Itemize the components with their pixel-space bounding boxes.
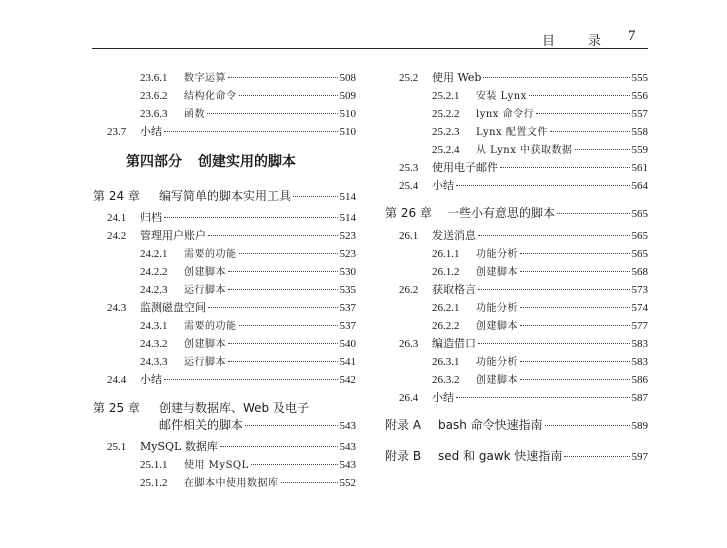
dot-leader — [239, 253, 338, 254]
toc-entry[interactable]: 24.3 监测磁盘空间 537 — [107, 301, 356, 314]
dot-leader — [245, 425, 337, 426]
dot-leader — [520, 271, 630, 272]
toc-entry[interactable]: 23.6.2 结构化命令 509 — [140, 90, 356, 102]
toc-entry[interactable]: 25.4 小结 564 — [399, 179, 648, 192]
dot-leader — [207, 113, 338, 114]
dot-leader — [239, 325, 338, 326]
dot-leader — [520, 253, 630, 254]
toc-entry[interactable]: 24.2 管理用户账户 523 — [107, 229, 356, 242]
dot-leader — [208, 235, 338, 236]
chapter-entry[interactable]: 第 26 章 一些小有意思的脚本 565 — [385, 206, 648, 220]
chapter-25-number: 第 25 章 — [93, 401, 140, 415]
dot-leader — [164, 131, 338, 132]
toc-entry[interactable]: 25.2.1 安装 Lynx 556 — [432, 90, 648, 102]
dot-leader — [293, 196, 337, 197]
dot-leader — [550, 131, 630, 132]
dot-leader — [228, 361, 338, 362]
dot-leader — [520, 379, 630, 380]
dot-leader — [564, 456, 629, 457]
header-word-mu: 目 — [542, 34, 556, 49]
dot-leader — [520, 307, 630, 308]
chapter-entry[interactable]: 邮件相关的脚本 543 — [159, 418, 356, 432]
toc-entry[interactable]: 24.3.1 需要的功能 537 — [140, 320, 356, 332]
dot-leader — [228, 77, 338, 78]
toc-entry[interactable]: 26.1 发送消息 565 — [399, 229, 648, 242]
dot-leader — [529, 95, 630, 96]
toc-entry[interactable]: 24.4 小结 542 — [107, 373, 356, 386]
dot-leader — [228, 289, 338, 290]
toc-entry[interactable]: 25.3 使用电子邮件 561 — [399, 161, 648, 174]
appendix-entry[interactable]: 附录 A bash 命令快速指南 589 — [385, 418, 648, 432]
appendix-entry[interactable]: 附录 B sed 和 gawk 快速指南 597 — [385, 449, 648, 463]
toc-entry[interactable]: 23.6.3 函数 510 — [140, 108, 356, 120]
toc-entry[interactable]: 25.1.1 使用 MySQL 543 — [140, 459, 356, 471]
toc-entry[interactable]: 23.7 小结 510 — [107, 125, 356, 138]
toc-entry[interactable]: 26.2.2 创建脚本 577 — [432, 320, 648, 332]
toc-entry[interactable]: 26.1.2 创建脚本 568 — [432, 266, 648, 278]
toc-entry[interactable]: 26.3 编造借口 583 — [399, 337, 648, 350]
toc-entry[interactable]: 26.1.1 功能分析 565 — [432, 248, 648, 260]
dot-leader — [456, 185, 630, 186]
toc-entry[interactable]: 24.1 归档 514 — [107, 211, 356, 224]
toc-entry[interactable]: 25.2.2 lynx 命令行 557 — [432, 108, 648, 120]
dot-leader — [536, 113, 629, 114]
dot-leader — [456, 397, 630, 398]
dot-leader — [164, 379, 338, 380]
toc-entry[interactable]: 25.2.4 从 Lynx 中获取数据 559 — [432, 144, 648, 156]
dot-leader — [228, 343, 338, 344]
header-page-number: 7 — [628, 28, 636, 44]
toc-entry[interactable]: 24.2.1 需要的功能 523 — [140, 248, 356, 260]
dot-leader — [228, 271, 338, 272]
toc-entry[interactable]: 26.4 小结 587 — [399, 391, 648, 404]
toc-entry[interactable]: 26.3.1 功能分析 583 — [432, 356, 648, 368]
dot-leader — [478, 235, 630, 236]
toc-entry[interactable]: 26.2.1 功能分析 574 — [432, 302, 648, 314]
toc-entry[interactable]: 24.2.2 创建脚本 530 — [140, 266, 356, 278]
toc-entry[interactable]: 25.1.2 在脚本中使用数据库 552 — [140, 477, 356, 489]
chapter-25-title-line1: 创建与数据库、Web 及电子 — [159, 401, 309, 415]
dot-leader — [500, 167, 630, 168]
dot-leader — [483, 77, 629, 78]
toc-entry[interactable]: 25.2 使用 Web 555 — [399, 71, 648, 84]
dot-leader — [239, 95, 338, 96]
toc-entry[interactable]: 24.3.2 创建脚本 540 — [140, 338, 356, 350]
dot-leader — [208, 307, 338, 308]
dot-leader — [251, 464, 338, 465]
dot-leader — [520, 361, 630, 362]
toc-entry[interactable]: 23.6.1 数字运算 508 — [140, 72, 356, 84]
toc-entry[interactable]: 26.3.2 创建脚本 586 — [432, 374, 648, 386]
dot-leader — [478, 289, 630, 290]
dot-leader — [220, 446, 338, 447]
chapter-entry[interactable]: 第 24 章 编写简单的脚本实用工具 514 — [93, 189, 356, 203]
header-word-lu: 录 — [588, 34, 602, 49]
dot-leader — [281, 482, 338, 483]
part-four-heading: 第四部分 创建实用的脚本 — [126, 154, 296, 170]
dot-leader — [557, 213, 629, 214]
toc-entry[interactable]: 24.2.3 运行脚本 535 — [140, 284, 356, 296]
toc-entry[interactable]: 24.3.3 运行脚本 541 — [140, 356, 356, 368]
page-header — [92, 28, 648, 49]
dot-leader — [164, 217, 338, 218]
dot-leader — [575, 149, 630, 150]
toc-entry[interactable]: 26.2 获取格言 573 — [399, 283, 648, 296]
dot-leader — [545, 425, 630, 426]
dot-leader — [520, 325, 630, 326]
toc-entry[interactable]: 25.2.3 Lynx 配置文件 558 — [432, 126, 648, 138]
dot-leader — [478, 343, 630, 344]
toc-entry[interactable]: 25.1 MySQL 数据库 543 — [107, 440, 356, 453]
